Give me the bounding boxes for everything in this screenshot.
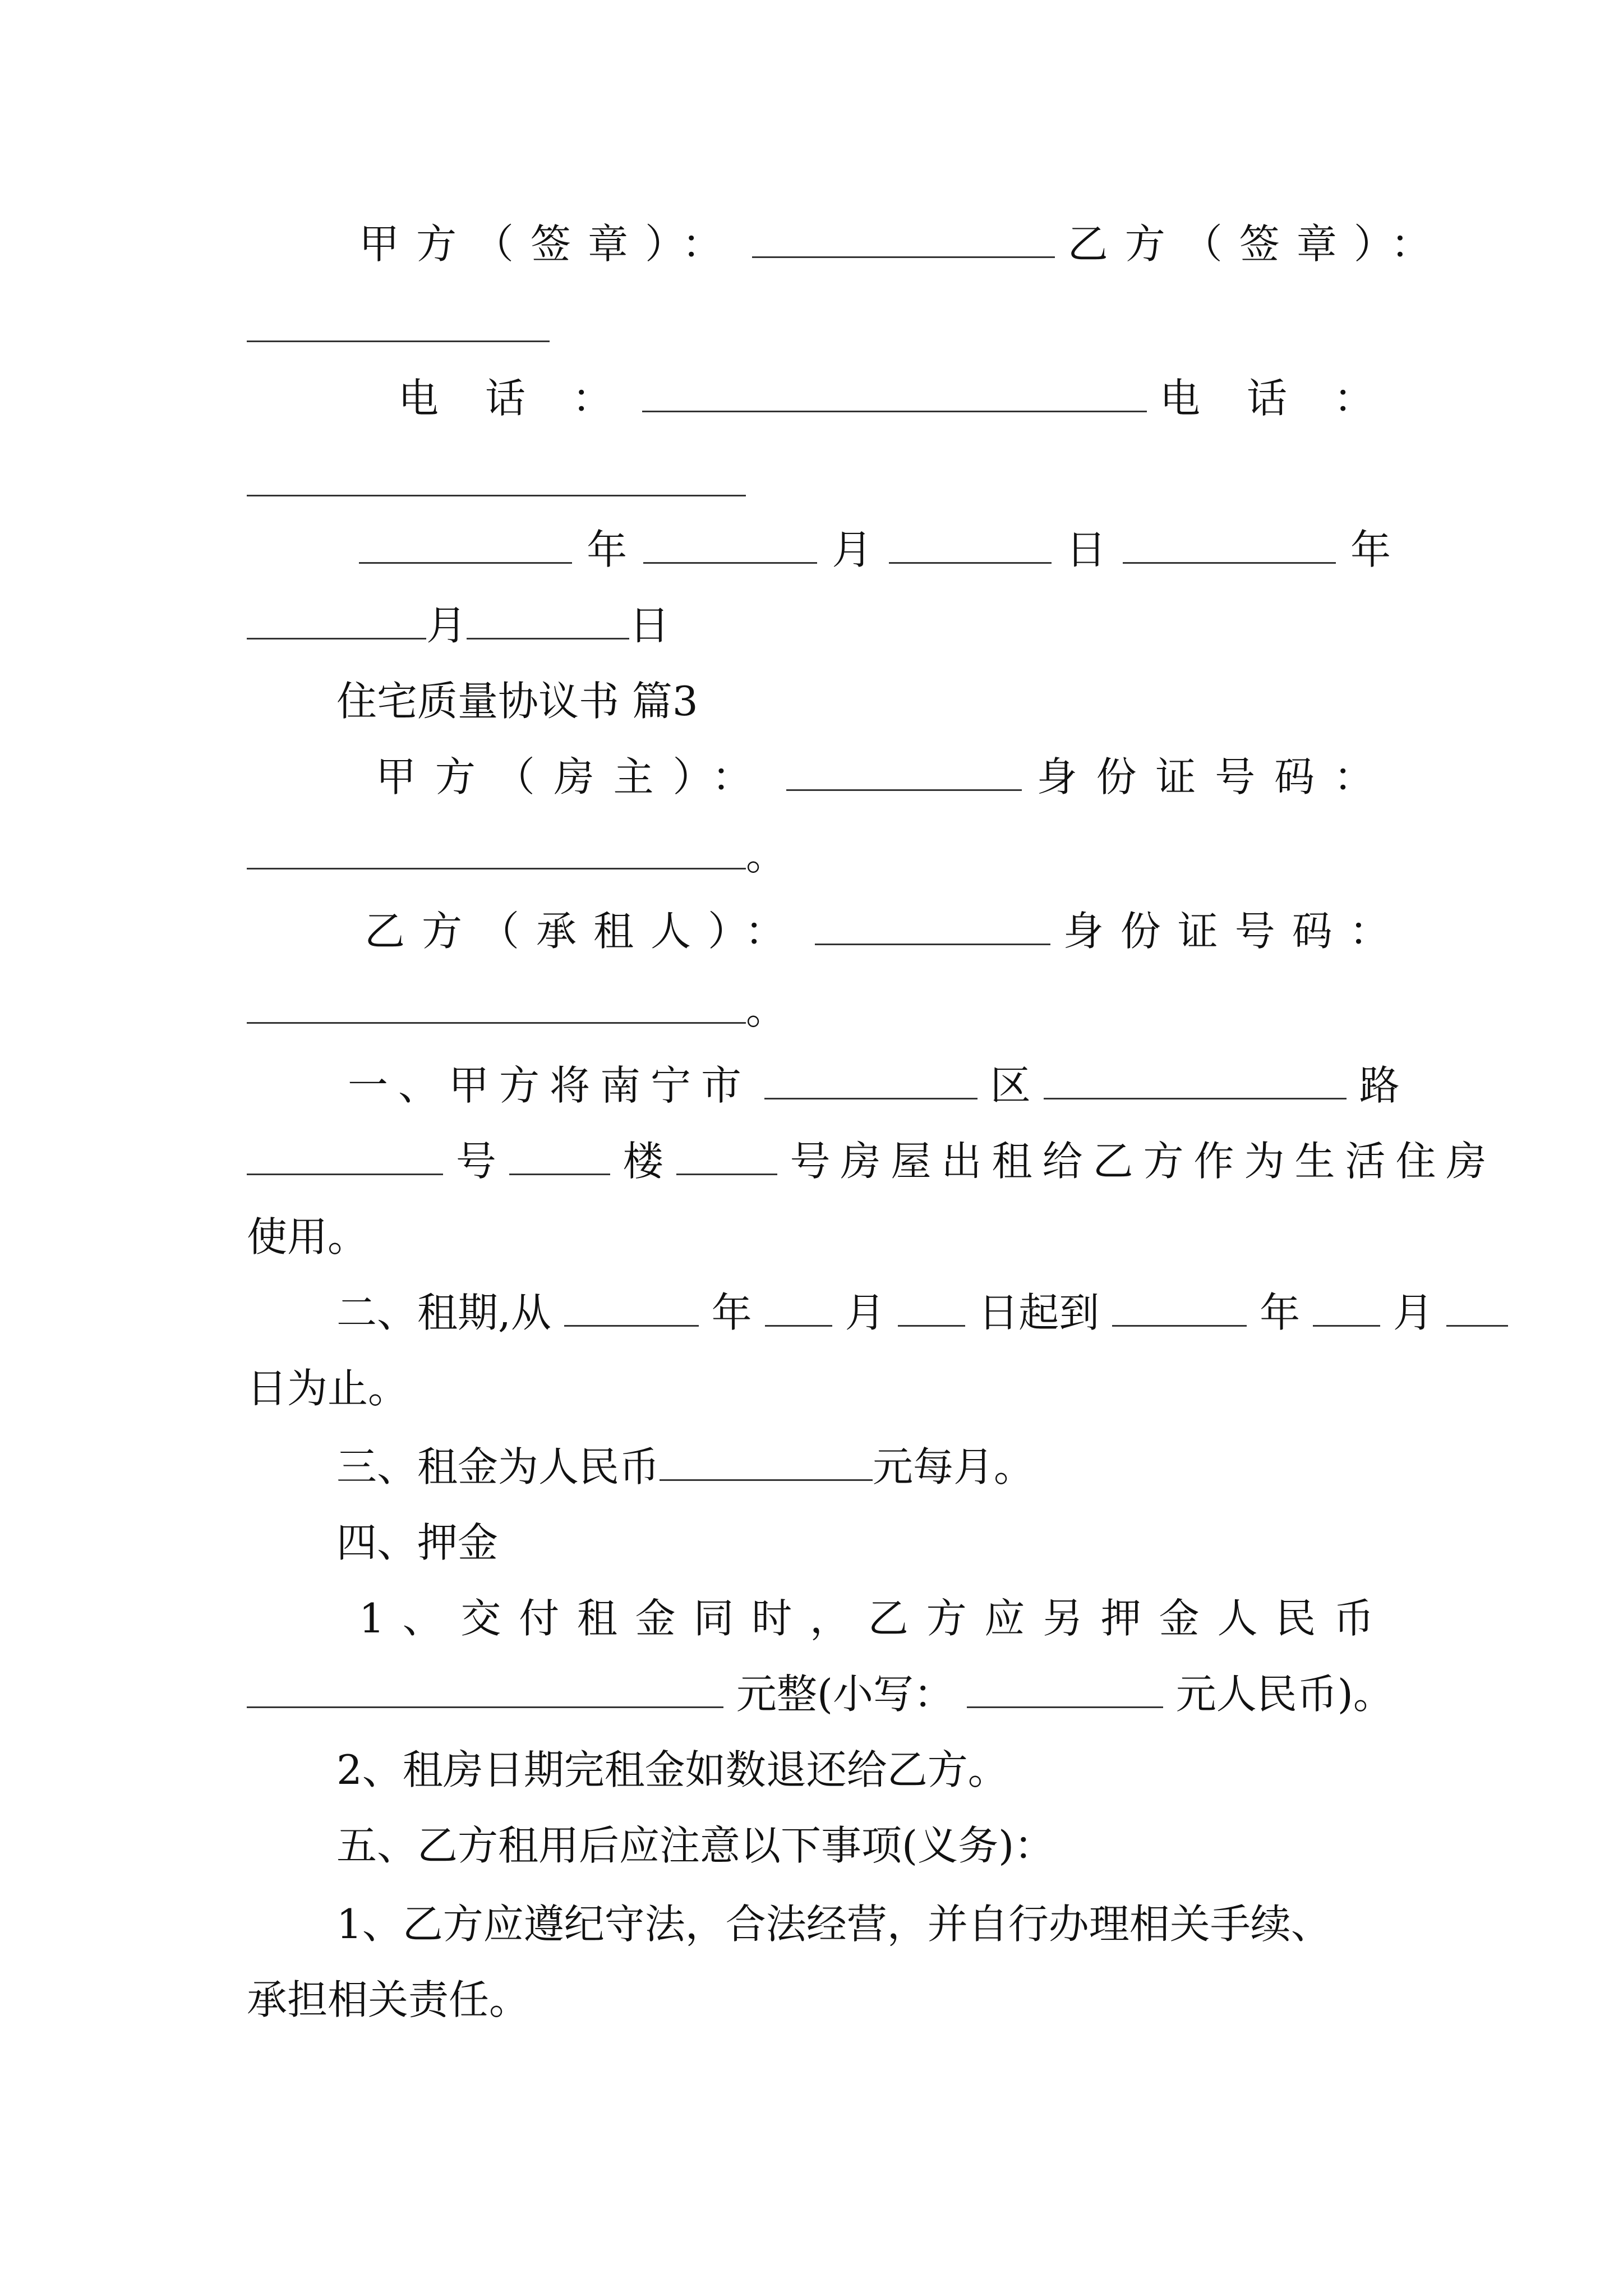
clause-4-1-row-2: [247, 1660, 1394, 1728]
phone-row-continued: [247, 449, 1391, 516]
lease-start-year-label: 年: [711, 1289, 752, 1336]
lease-day-to-label: 日起到: [978, 1289, 1100, 1336]
lease-end-day-blank: [1446, 1286, 1508, 1327]
clause-1-tail: 使用。: [247, 1213, 368, 1260]
month-label-a: 月: [832, 526, 874, 573]
room-blank: [676, 1134, 777, 1175]
lease-start-day-blank: [898, 1286, 965, 1327]
road-blank: [1044, 1059, 1347, 1099]
lease-start-month-blank: [765, 1286, 832, 1327]
building-blank: [509, 1134, 610, 1175]
party-b-sign-label: 乙方（签章）：: [1067, 220, 1448, 268]
clause-2-prefix: 二、租期,从: [336, 1289, 551, 1336]
lease-end-year-label: 年: [1260, 1289, 1301, 1336]
party-a-phone-label: 电 话 ：: [398, 375, 630, 422]
clause-5-1-row: [336, 1890, 1391, 1958]
day-blank-a: [889, 523, 1052, 564]
date-row-continued: [247, 592, 1391, 659]
party-b-id-blank: [247, 983, 746, 1024]
party-b-id-label: 身份证号码：: [1063, 908, 1407, 955]
lease-start-year-blank: [564, 1286, 699, 1327]
clause-5-1-row-2: [247, 1966, 1391, 2033]
clause-3-row: [336, 1433, 1481, 1501]
clause-4-2-row: [336, 1736, 1481, 1803]
clause-2-row-2: [247, 1355, 1391, 1422]
party-a-label: 甲方（房主）：: [376, 753, 772, 800]
clause-5-title-row: [336, 1812, 1481, 1879]
party-b-phone-label: 电 话 ：: [1159, 375, 1391, 422]
day-label-b: 日: [629, 602, 670, 649]
clause-2-tail: 日为止。: [247, 1365, 409, 1412]
building-label: 楼: [623, 1138, 663, 1185]
year-label-b: 年: [1350, 526, 1391, 573]
clause-2-row: [336, 1279, 1433, 1346]
clause-1-suffix: 号房屋出租给乙方作为生活住房: [790, 1138, 1497, 1185]
road-label: 路: [1359, 1062, 1400, 1109]
year-label-a: 年: [587, 526, 629, 573]
clause-4-2-text: 2、租房日期完租金如数退还给乙方。: [336, 1746, 1008, 1793]
party-a-period: 。: [746, 832, 787, 879]
lease-end-month-blank: [1313, 1286, 1380, 1327]
rent-blank: [660, 1440, 873, 1481]
month-blank-b: [247, 599, 426, 639]
heading-text: 住宅质量协议书 篇3: [336, 678, 698, 725]
clause-4-1-row: [359, 1585, 1391, 1652]
phone-row: [398, 365, 1391, 432]
month-blank-a: [643, 523, 817, 564]
party-b-name-blank: [815, 904, 1050, 945]
signature-row: [359, 210, 1448, 278]
clause-4-title: 四、押金: [336, 1519, 499, 1566]
clause-1-row-3: [247, 1203, 1391, 1271]
clause-4-1-text: 1、交付租金同时，乙方应另押金人民币: [359, 1595, 1391, 1642]
party-b-phone-blank: [247, 455, 746, 496]
clause-1-prefix: 一、甲方将南宁市: [348, 1062, 752, 1109]
number-blank: [247, 1134, 443, 1175]
clause-4-title-row: [336, 1509, 1481, 1576]
section-heading: [336, 668, 1481, 735]
party-a-id-blank: [247, 829, 746, 869]
clause-1-row-2: [247, 1128, 1497, 1195]
clause-3-prefix: 三、租金为人民币: [336, 1443, 660, 1490]
clause-5-title: 五、乙方租用后应注意以下事项(义务)：: [336, 1822, 1055, 1869]
party-a-sign-label: 甲方（签章）：: [359, 220, 740, 268]
party-a-phone-blank: [642, 371, 1147, 412]
clause-5-1-text: 1、乙方应遵纪守法，合法经营，并自行办理相关手续、: [336, 1901, 1331, 1948]
date-row: [359, 516, 1391, 583]
district-blank: [764, 1059, 978, 1099]
clause-4-1-tail: 元人民币)。: [1175, 1671, 1394, 1718]
lease-start-month-label: 月: [845, 1289, 886, 1336]
party-b-row: [365, 898, 1407, 965]
party-a-sign-blank: [752, 217, 1055, 258]
day-blank-b: [467, 599, 629, 639]
deposit-figure-blank: [967, 1667, 1163, 1708]
party-b-row-continued: [247, 976, 1391, 1043]
party-a-name-blank: [786, 750, 1022, 791]
year-blank-a: [359, 523, 572, 564]
deposit-amount-unit: 元整(小写：: [736, 1671, 954, 1718]
lease-end-year-blank: [1112, 1286, 1247, 1327]
clause-1-row: [348, 1052, 1400, 1119]
district-label: 区: [990, 1062, 1031, 1109]
month-label-b: 月: [426, 602, 467, 649]
party-b-label: 乙方（承租人）：: [365, 908, 803, 955]
party-a-id-label: 身份证号码：: [1036, 753, 1391, 800]
clause-3-suffix: 元每月。: [873, 1443, 1035, 1490]
signature-row-continued: [247, 295, 1391, 362]
clause-5-1-tail: 承担相关责任。: [247, 1976, 530, 2023]
number-label: 号: [455, 1138, 496, 1185]
lease-end-month-label: 月: [1393, 1289, 1433, 1336]
deposit-amount-blank: [247, 1667, 723, 1708]
year-blank-b: [1123, 523, 1336, 564]
party-b-sign-blank: [247, 301, 550, 342]
day-label-a: 日: [1066, 526, 1108, 573]
party-b-period: 。: [746, 986, 787, 1033]
party-a-row: [376, 743, 1391, 811]
party-a-row-continued: [247, 822, 1391, 889]
